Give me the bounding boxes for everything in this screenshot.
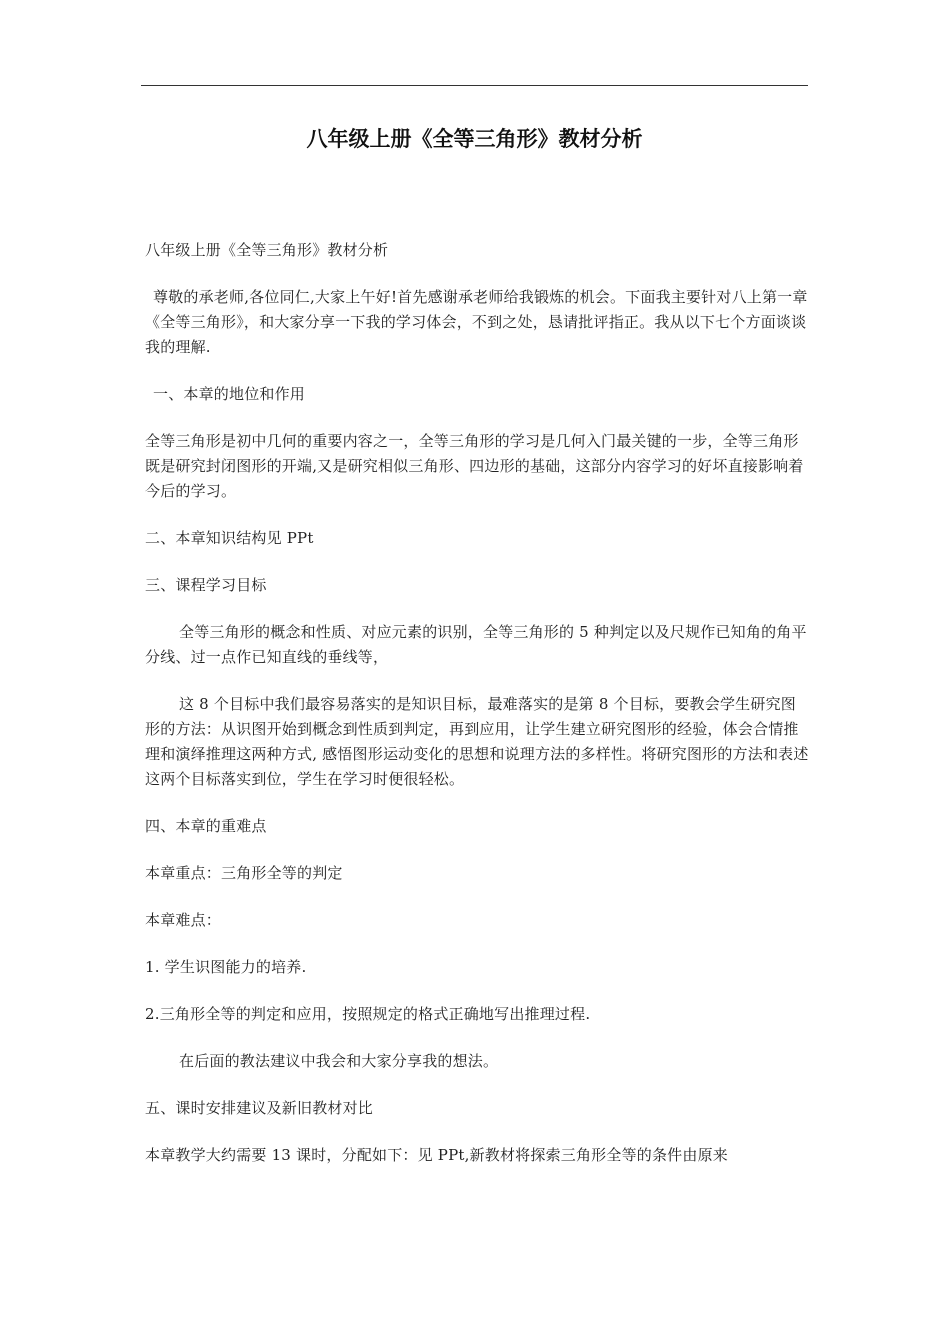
header-rule bbox=[141, 85, 808, 86]
section-heading-4: 四、本章的重难点 bbox=[145, 817, 267, 835]
document-body bbox=[145, 238, 809, 1190]
body-heading: 八年级上册《全等三角形》教材分析 bbox=[145, 241, 389, 259]
key-point-line: 本章重点：三角形全等的判定 bbox=[145, 864, 343, 882]
difficulty-item-2: 2.三角形全等的判定和应用，按照规定的格式正确地写出推理过程. bbox=[145, 1005, 591, 1023]
difficulty-line: 本章难点： bbox=[145, 911, 222, 929]
difficulty-item-1: 1. 学生识图能力的培养. bbox=[145, 958, 307, 976]
section-3-paragraph-1: 全等三角形的概念和性质、对应元素的识别，全等三角形的 5 种判定以及尺规作已知角的角平分线、过一点作已知直线的垂线等， bbox=[145, 623, 807, 666]
intro-paragraph: 尊敬的承老师,各位同仁,大家上午好!首先感谢承老师给我锻炼的机会。下面我主要针对八上第一章《全等三角形》，和大家分享一下我的学习体会，不到之处，恳请批评指正。我从以下七个方面谈谈我的理解. bbox=[145, 288, 808, 356]
section-heading-5: 五、课时安排建议及新旧教材对比 bbox=[145, 1099, 374, 1117]
section-5-paragraph: 本章教学大约需要 13 课时，分配如下：见 PPt,新教材将探索三角形全等的条件由原来 bbox=[145, 1146, 728, 1164]
section-heading-3: 三、课程学习目标 bbox=[145, 576, 267, 594]
section-heading-2: 二、本章知识结构见 PPt bbox=[145, 529, 314, 547]
section-heading-1: 一、本章的地位和作用 bbox=[153, 385, 306, 403]
section-4-closing: 在后面的教法建议中我会和大家分享我的想法。 bbox=[179, 1052, 499, 1070]
section-1-paragraph: 全等三角形是初中几何的重要内容之一，全等三角形的学习是几何入门最关键的一步，全等三角形既是研究封闭图形的开端,又是研究相似三角形、四边形的基础，这部分内容学习的好坏直接影响着今后的学习。 bbox=[145, 432, 804, 500]
document-title: 八年级上册《全等三角形》教材分析 bbox=[306, 127, 643, 151]
section-3-paragraph-2: 这 8 个目标中我们最容易落实的是知识目标，最难落实的是第 8 个目标，要教会学生研究图形的方法：从识图开始到概念到性质到判定，再到应用，让学生建立研究图形的经验，体会合情推理和演绎推理这两种方式, 感悟图形运动变化的思想和说理方法的多样性。将研究图形的方法和表述这两个目标落实到位，学生在学习时便很轻松。 bbox=[145, 695, 809, 788]
